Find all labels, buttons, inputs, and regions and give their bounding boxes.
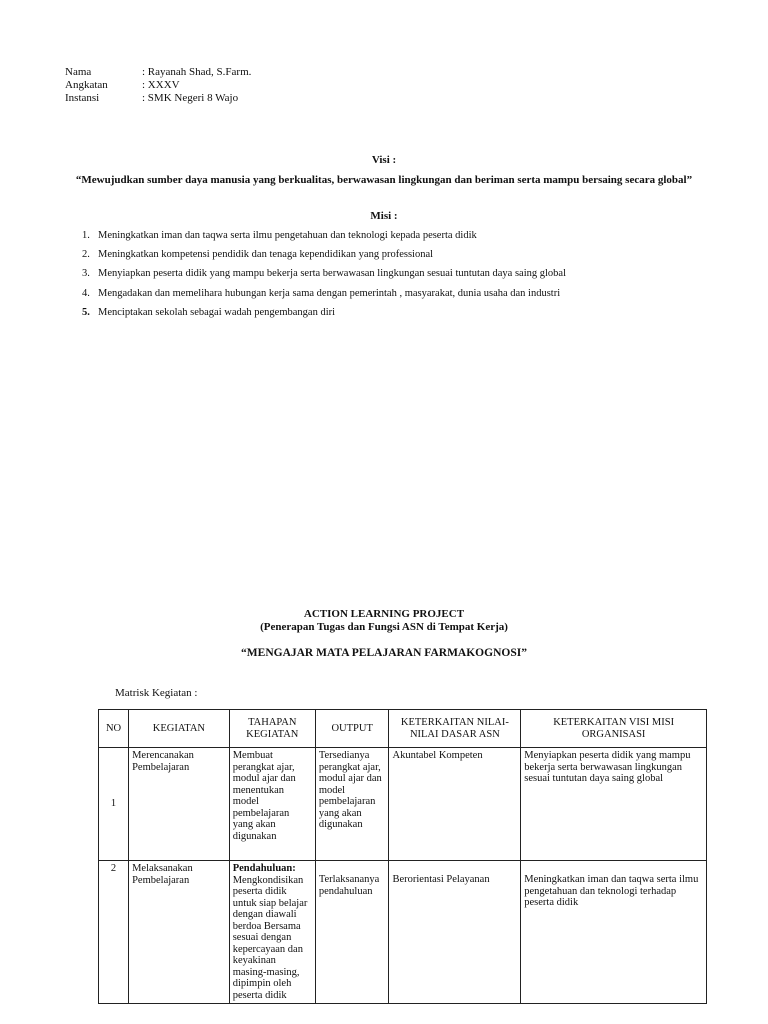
- identity-block: [65, 66, 251, 105]
- misi-title: Misi :: [370, 210, 398, 222]
- misi-item: [82, 230, 566, 249]
- identity-label: Nama: [65, 66, 92, 78]
- header-tahapan: TAHAPAN KEGIATAN: [229, 710, 315, 748]
- visi-title: Visi :: [371, 154, 397, 166]
- cell-kegiatan: Merencanakan Pembelajaran: [129, 748, 230, 861]
- misi-number: 2.: [82, 249, 90, 261]
- activity-matrix-table: [98, 709, 707, 1004]
- cell-output: [315, 861, 389, 1004]
- identity-value: : XXXV: [142, 79, 180, 91]
- cell-tahapan: [229, 861, 315, 1004]
- misi-text: Meningkatkan kompetensi pendidik dan tenaga kependidikan yang professional: [98, 249, 434, 261]
- table-row: [99, 861, 707, 1004]
- matrix-label: Matrisk Kegiatan :: [115, 687, 198, 699]
- misi-item: [82, 307, 566, 326]
- identity-value: : Rayanah Shad, S.Farm.: [142, 66, 252, 78]
- misi-item: [82, 268, 566, 287]
- misi-number: 3.: [82, 268, 90, 280]
- project-subtitle: (Penerapan Tugas dan Fungsi ASN di Tempat Kerja): [260, 621, 508, 633]
- header-output: OUTPUT: [315, 710, 389, 748]
- misi-text: Mengadakan dan memelihara hubungan kerja sama dengan pemerintah , masyarakat, dunia usaha dan industri: [98, 287, 561, 299]
- project-title: ACTION LEARNING PROJECT: [303, 608, 465, 620]
- table-header-row: [99, 710, 707, 748]
- cell-kegiatan: Melaksanakan Pembelajaran: [129, 861, 230, 1004]
- misi-text: Menciptakan sekolah sebagai wadah pengembangan diri: [98, 306, 336, 318]
- misi-number: 1.: [82, 230, 90, 241]
- identity-row-nama: [65, 66, 251, 79]
- header-keterkaitan-asn: KETERKAITAN NILAI-NILAI DASAR ASN: [389, 710, 521, 748]
- misi-item: [82, 288, 566, 307]
- keterkaitan-visi-text: Meningkatkan iman dan taqwa serta ilmu pengetahuan dan teknologi terhadap peserta didik: [524, 874, 699, 908]
- identity-row-instansi: [65, 92, 251, 105]
- cell-no: 1: [99, 748, 129, 861]
- keterkaitan-asn-text: Berorientasi Pelayanan: [392, 874, 490, 885]
- header-keterkaitan-visi: KETERKAITAN VISI MISI ORGANISASI: [521, 710, 707, 748]
- misi-text: Menyiapkan peserta didik yang mampu bekerja serta berwawasan lingkungan sesuai tuntutan daya saing global: [98, 268, 566, 280]
- table-row: [99, 748, 707, 861]
- misi-text: Meningkatkan iman dan taqwa serta ilmu pengetahuan dan teknologi kepada peserta didik: [98, 230, 477, 241]
- cell-keterkaitan-asn: [389, 861, 521, 1004]
- identity-label: Instansi: [65, 92, 100, 104]
- output-text: Terlaksananya pendahuluan: [318, 874, 380, 897]
- cell-no: 2: [99, 861, 129, 1004]
- tahapan-heading: Pendahuluan:: [232, 863, 296, 874]
- cell-keterkaitan-visi: Menyiapkan peserta didik yang mampu bekerja serta berwawasan lingkungan sesuai tuntutan daya saing global: [521, 748, 707, 861]
- cell-keterkaitan-visi: [521, 861, 707, 1004]
- cell-tahapan: Membuat perangkat ajar, modul ajar dan menentukan model pembelajaran yang akan digunakan: [229, 748, 315, 861]
- misi-item: [82, 249, 566, 268]
- tahapan-text: Mengkondisikan peserta didik untuk siap belajar dengan diawali berdoa Bersama sesuai dengan kepercayaan dan keyakinan masing-masing, dipimpin oleh peserta didik: [232, 874, 308, 1001]
- cell-keterkaitan-asn: Akuntabel Kompeten: [389, 748, 521, 861]
- identity-label: Angkatan: [65, 79, 108, 91]
- header-no: NO: [99, 710, 129, 748]
- misi-number: 5.: [82, 306, 90, 318]
- identity-row-angkatan: [65, 79, 251, 92]
- misi-list: [82, 230, 566, 326]
- identity-value: : SMK Negeri 8 Wajo: [142, 92, 239, 104]
- visi-text: “Mewujudkan sumber daya manusia yang berkualitas, berwawasan lingkungan dan beriman serta mampu bersaing secara global”: [75, 174, 693, 186]
- header-kegiatan: KEGIATAN: [129, 710, 230, 748]
- cell-output: Tersedianya perangkat ajar, modul ajar dan model pembelajaran yang akan digunakan: [315, 748, 389, 861]
- project-topic: “MENGAJAR MATA PELAJARAN FARMAKOGNOSI”: [241, 647, 527, 659]
- misi-number: 4.: [82, 287, 90, 299]
